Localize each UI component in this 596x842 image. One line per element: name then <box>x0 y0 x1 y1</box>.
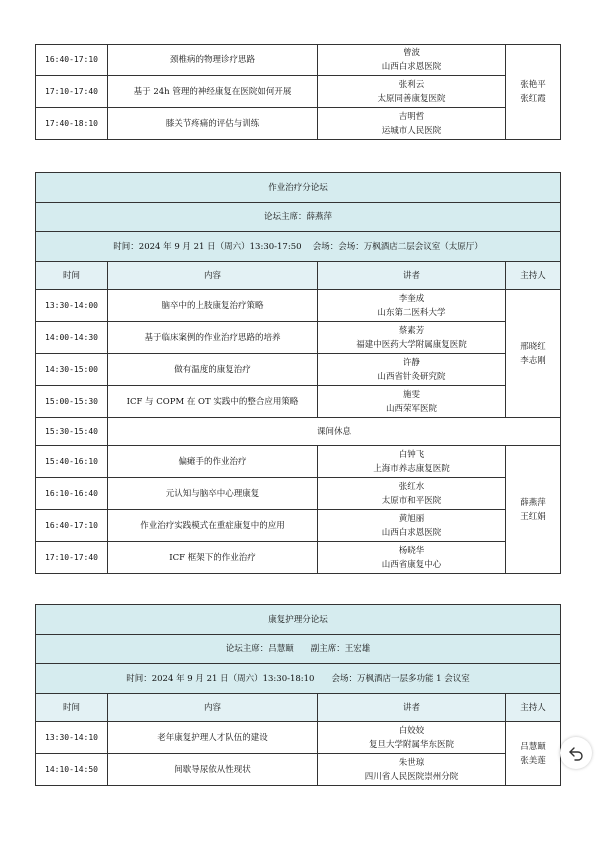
speaker-name: 吉明哲 <box>398 111 425 122</box>
speaker-org: 福建中医药大学附属康复医院 <box>356 339 467 350</box>
forum-chair-row <box>36 635 561 664</box>
content-cell: 脑卒中的上肢康复治疗策略 <box>108 290 318 322</box>
speaker-org: 四川省人民医院崇州分院 <box>364 771 459 782</box>
table-row <box>36 386 561 418</box>
content-cell: 元认知与脑卒中心理康复 <box>108 478 318 510</box>
forum-time-row <box>36 232 561 262</box>
table-row <box>36 510 561 542</box>
forum-chair-row <box>36 203 561 232</box>
forum-time-venue: 时间：2024 年 9 月 21 日（周六）13:30-17:50 会场：会场：万枫酒店二层会议室（太原厅） <box>36 232 561 262</box>
content-cell: 膝关节疼痛的评估与训练 <box>108 108 318 140</box>
forum-title: 作业治疗分论坛 <box>36 173 561 203</box>
table-row <box>36 478 561 510</box>
speaker-name: 蔡素芳 <box>398 325 425 336</box>
host-name: 张美莲 <box>520 755 546 766</box>
time-cell: 15:00-15:30 <box>36 386 108 418</box>
table-row <box>36 76 561 108</box>
speaker-name: 白姣姣 <box>398 725 425 736</box>
time-cell: 14:10-14:50 <box>36 754 108 786</box>
time-cell: 16:40-17:10 <box>36 510 108 542</box>
content-cell: 基于临床案例的作业治疗思路的培养 <box>108 322 318 354</box>
speaker-cell <box>318 354 506 386</box>
table-row <box>36 322 561 354</box>
table-row <box>36 354 561 386</box>
speaker-name: 张利云 <box>398 79 425 90</box>
header-content: 内容 <box>108 262 318 290</box>
speaker-name: 施雯 <box>402 389 420 400</box>
host-name: 张红霞 <box>520 94 546 104</box>
speaker-org: 山东第二医科大学 <box>377 307 446 318</box>
break-row <box>36 418 561 446</box>
content-cell: ICF 框架下的作业治疗 <box>108 542 318 574</box>
speaker-org: 山西省针灸研究院 <box>377 371 446 382</box>
speaker-org: 山西白求恩医院 <box>381 62 442 72</box>
table-row <box>36 446 561 478</box>
speaker-name: 李奎成 <box>398 293 425 304</box>
speaker-org: 太原同善康复医院 <box>377 93 446 104</box>
host-name: 邢晓红 <box>520 341 546 352</box>
host-name: 李志刚 <box>520 355 546 366</box>
speaker-name: 张红水 <box>398 481 425 492</box>
speaker-cell <box>318 45 506 76</box>
speaker-cell <box>318 108 506 140</box>
speaker-org: 复旦大学附属华东医院 <box>368 739 454 750</box>
forum-title-row <box>36 605 561 635</box>
speaker-cell <box>318 722 506 754</box>
host-cell <box>506 45 561 140</box>
header-content: 内容 <box>108 694 318 722</box>
break-label: 课间休息 <box>108 418 561 446</box>
speaker-name: 黄旭丽 <box>398 513 425 524</box>
speaker-cell <box>318 446 506 478</box>
back-button[interactable] <box>560 737 592 769</box>
content-cell: 做有温度的康复治疗 <box>108 354 318 386</box>
speaker-org: 山西白求恩医院 <box>381 527 442 538</box>
time-cell: 14:30-15:00 <box>36 354 108 386</box>
speaker-cell <box>318 542 506 574</box>
speaker-cell <box>318 290 506 322</box>
speaker-cell <box>318 386 506 418</box>
speaker-name: 曾波 <box>402 48 420 58</box>
speaker-name: 朱世琼 <box>398 757 425 768</box>
host-name: 薛燕萍 <box>520 497 546 508</box>
speaker-name: 白钟飞 <box>398 449 425 460</box>
host-cell <box>506 722 561 786</box>
host-cell <box>506 290 561 418</box>
forum-title: 康复护理分论坛 <box>36 605 561 635</box>
content-cell: 老年康复护理人才队伍的建设 <box>108 722 318 754</box>
header-speaker: 讲者 <box>318 694 506 722</box>
speaker-name: 杨晓华 <box>398 545 425 556</box>
speaker-org: 上海市养志康复医院 <box>373 463 450 474</box>
forum-chair: 论坛主席：吕慧颐 副主席：王宏雄 <box>36 635 561 664</box>
table-row <box>36 108 561 140</box>
speaker-cell <box>318 754 506 786</box>
speaker-org: 运城市人民医院 <box>381 125 442 136</box>
time-cell: 13:30-14:10 <box>36 722 108 754</box>
time-cell: 15:40-16:10 <box>36 446 108 478</box>
table-row <box>36 754 561 786</box>
content-cell: 偏瘫手的作业治疗 <box>108 446 318 478</box>
content-cell: 间歇导尿依从性现状 <box>108 754 318 786</box>
nursing-forum-table <box>35 604 561 786</box>
column-header-row <box>36 694 561 722</box>
time-cell: 16:10-16:40 <box>36 478 108 510</box>
host-name: 吕慧颐 <box>520 741 546 752</box>
host-name: 王红娟 <box>520 511 546 522</box>
content-cell: 颈椎病的物理诊疗思路 <box>108 45 318 76</box>
time-cell: 15:30-15:40 <box>36 418 108 446</box>
header-host: 主持人 <box>506 262 561 290</box>
table-row <box>36 542 561 574</box>
time-cell: 16:40-17:10 <box>36 45 108 76</box>
table-row <box>36 722 561 754</box>
content-cell: 作业治疗实践模式在重症康复中的应用 <box>108 510 318 542</box>
time-cell: 17:40-18:10 <box>36 108 108 140</box>
time-cell: 17:10-17:40 <box>36 542 108 574</box>
table-row <box>36 290 561 322</box>
speaker-name: 许静 <box>402 357 420 368</box>
header-time: 时间 <box>36 694 108 722</box>
speaker-org: 山西荣军医院 <box>385 403 437 414</box>
time-cell: 14:00-14:30 <box>36 322 108 354</box>
time-cell: 17:10-17:40 <box>36 76 108 108</box>
ot-forum-table <box>35 172 561 574</box>
back-arrow-icon <box>567 744 585 762</box>
speaker-org: 太原市和平医院 <box>381 495 442 506</box>
content-cell: ICF 与 COPM 在 OT 实践中的整合应用策略 <box>108 386 318 418</box>
speaker-cell <box>318 510 506 542</box>
time-cell: 13:30-14:00 <box>36 290 108 322</box>
forum-time-venue: 时间：2024 年 9 月 21 日（周六）13:30-18:10 会场：万枫酒店一层多功能 1 会议室 <box>36 664 561 694</box>
speaker-cell <box>318 76 506 108</box>
speaker-cell <box>318 478 506 510</box>
table-row <box>36 45 561 76</box>
speaker-cell <box>318 322 506 354</box>
forum-time-row <box>36 664 561 694</box>
forum-title-row <box>36 173 561 203</box>
header-speaker: 讲者 <box>318 262 506 290</box>
host-name: 张艳平 <box>520 80 546 90</box>
host-cell <box>506 446 561 574</box>
top-schedule-table <box>35 44 561 140</box>
forum-chair: 论坛主席：薛燕萍 <box>36 203 561 232</box>
header-time: 时间 <box>36 262 108 290</box>
speaker-org: 山西省康复中心 <box>381 559 442 570</box>
header-host: 主持人 <box>506 694 561 722</box>
column-header-row <box>36 262 561 290</box>
content-cell: 基于 24h 管理的神经康复在医院如何开展 <box>108 76 318 108</box>
